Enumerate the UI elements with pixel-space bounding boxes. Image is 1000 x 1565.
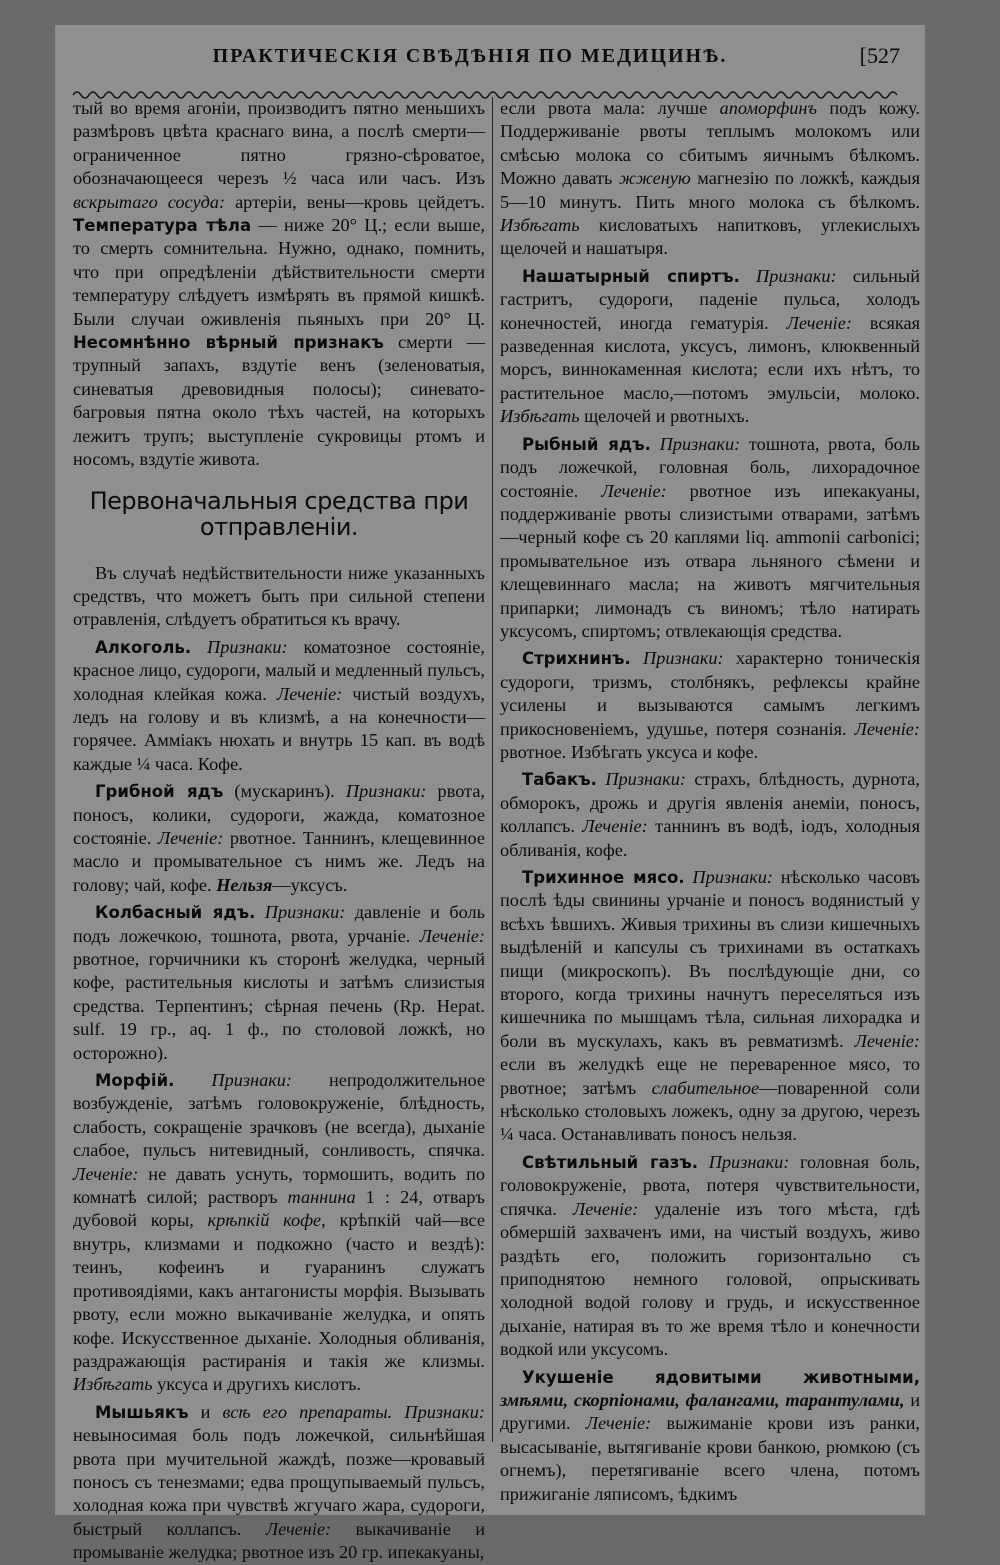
entry-trichinous-meat: Трихинное мясо. Признаки: нѣсколько часовъ послѣ ѣды свинины урчаніе и поносъ водянистый у всѣхъ ѣвшихъ. Живыя трихины въ слизи кишечныхъ выдѣленій и капсулы съ трихинами въ остаткахъ пищи (микроскопъ). Въ послѣдующіе дни, со второго, когда трихины начнутъ переселяться изъ кишечника по мышцамъ тѣла, сильная лихорадка и боли въ мускулахъ, какъ въ ревматизмѣ. Леченіе: если въ желудкѣ еще не переваренное мясо, то рвотное; затѣмъ слабительное—поваренной соли нѣсколько столовыхъ ложекъ, одну за другою, черезъ ¼ часа. Останавливать поносъ нельзя. (500, 867, 920, 1145)
right-column (500, 97, 921, 1504)
entry-fish-poison: Рыбный ядъ. Признаки: тошнота, рвота, боль подъ ложечкой, головная боль, лихорадочное состояніе. Леченіе: рвотное изъ ипекакуаны, поддерживаніе рвоты слизистыми отварами, затѣмъ—черный кофе съ 20 каплями liq. ammonii carbonici; промывательное изъ отвара льняного сѣмени и клещевиннаго масла; на животъ мягчительныя припарки; лимонадъ съ виномъ; тѣло натирать уксусомъ, спиртомъ; отвлекающія средства. (500, 433, 921, 641)
entry-venomous-bites: Укушеніе ядовитыми животными, змѣями, скорпіонами, фалангами, тарантулами, и другими. Леченіе: выжиманіе крови изъ ранки, высасываніе, вытягиваніе крови банкою, рюмкою (съ огнемъ), перетягиваніе всего члена, потомъ прижиганіе ляписомъ, ѣдкимъ (500, 1367, 920, 1504)
page-number: [527 (859, 43, 900, 68)
section-heading: Первоначальныя средства при отправленіи. (89, 486, 469, 541)
entry-sausage-poison: Колбасный ядъ. Признаки: давленіе и боль подъ ложечкою, тошнота, рвота, урчаніе. Леченіе: рвотное, горчичники къ сторонѣ желудка, черный кофе, растительныя кислоты и затѣмъ слизистыя средства. Терпентинъ; сѣрная печень (Rp. Hepat. sulf. 19 гр., aq. 1 ф., по столовой ложкѣ, но осторожно). (73, 902, 485, 1063)
entry-arsenic: Мышьякъ и всѣ его препараты. Признаки: невыносимая боль подъ ложечкой, сильнѣйшая рвота при мучительной жаждѣ, позже—кровавый поносъ съ тенезмами; едва прощупываемый пульсъ, холодная кожа при чувствѣ жгучаго жара, судороги, быстрый коллапсъ. Леченіе: выкачиваніе и промываніе желудка; рвотное изъ 20 гр. ипекакуаны, (73, 1401, 485, 1563)
paragraph: если рвота мала: лучше апоморфинъ подъ кожу. Поддерживаніе рвоты теплымъ молокомъ или смѣсью молока со сбитымъ яичнымъ бѣлкомъ. Можно давать жженую магнезію по ложкѣ, каждыя 5—10 минутъ. Пить много молока съ бѣлкомъ. Избѣгать кисловатыхъ напитковъ, углекислыхъ щелочей и нашатыря. (500, 98, 920, 259)
book-page (55, 25, 925, 1563)
running-header (55, 25, 925, 80)
entry-tobacco: Табакъ. Признаки: страхъ, блѣдность, дурнота, обморокъ, дрожь и другія явленія анеміи, поносъ, коллапсъ. Леченіе: таннинъ въ водѣ, іодъ, холодныя обливанія, кофе. (500, 769, 920, 860)
page-title: ПРАКТИЧЕСКІЯ СВѢДѢНІЯ ПО МЕДИЦИНѢ. (212, 45, 728, 67)
column-divider (492, 97, 493, 1442)
entry-strychnine: Стрихнинъ. Признаки: характерно тоническія судороги, тризмъ, столбнякъ, рефлексы крайне усилены и вызываются самымъ легкимъ прикосновеніемъ, удушье, потеря сознанія. Леченіе: рвотное. Избѣгать уксуса и кофе. (500, 648, 920, 762)
paragraph: тый во время агоніи, производитъ пятно меньшихъ размѣровъ цвѣта краснаго вина, а послѣ смерти—ограниченное пятно грязно-сѣроватое, обозначающееся черезъ ½ часа или часъ. Изъ вскрытаго сосуда: артеріи, вены—кровь цейдетъ. Температура тѣла — ниже 20° Ц.; если выше, то смерть сомнительна. Нужно, однако, помнить, что при опредѣленіи дѣйствительности смерти температуру слѣдуетъ измѣрять въ прямой кишкѣ. Были случаи оживленія пьяныхъ при 20° Ц. Несомнѣнно вѣрный признакъ смерти — трупный запахъ, вздутіе венъ (зеленоватыя, синеватыя древовидныя полосы); синевато-багровыя пятна около тѣхъ частей, на которыхъ лежитъ трупъ; выступленіе сукровицы ртомъ и носомъ, вздутіе живота. (73, 98, 486, 470)
entry-ammonia: Нашатырный спиртъ. Признаки: сильный гастритъ, судороги, паденіе пульса, холодъ конечностей, иногда гематурія. Леченіе: всякая разведенная кислота, уксусъ, лимонъ, клюквенный морсъ, виннокаменная кислота; если ихъ нѣтъ, то растительное масло,—потомъ эмульсіи, молоко. Избѣгать щелочей и рвотныхъ. (500, 265, 920, 427)
entry-alcohol: Алкоголь. Признаки: коматозное состояніе, красное лицо, судороги, малый и медленный пульсъ, холодная клейкая кожа. Леченіе: чистый воздухъ, ледъ на голову и въ клизмѣ, а на конечности—горячее. Амміакъ нюхать и внутрь 15 кап. въ водѣ каждые ¼ часа. Кофе. (73, 636, 485, 774)
left-column (73, 97, 486, 1563)
entry-lighting-gas: Свѣтильный газъ. Признаки: головная боль, головокруженіе, рвота, потеря чувствительности, спячка. Леченіе: удаленіе изъ того мѣста, гдѣ обмершій захваченъ ими, на чистый воздухъ, живо раздѣть его, положить горизонтально съ приподнятою немного головой, опрыскивать холодной водой голову и грудь, и искусственное дыханіе, натирая въ то же время тѣло и конечности водкой или уксусомъ. (500, 1151, 920, 1360)
intro-paragraph: Въ случаѣ недѣйствительности ниже указанныхъ средствъ, что можетъ быть при сильной степени отравленія, слѣдуетъ обратиться къ врачу. (73, 562, 485, 630)
entry-mushroom-poison: Грибной ядъ (мускаринъ). Признаки: рвота, поносъ, колики, судороги, жажда, коматозное состояніе. Леченіе: рвотное. Таннинъ, клещевинное масло и промывательное съ нимъ же. Ледъ на голову; чай, кофе. Нельзя—уксусъ. (73, 781, 485, 895)
entry-morphine: Морфій. Признаки: непродолжительное возбужденіе, затѣмъ головокруженіе, блѣдность, слабость, сокращеніе зрачковъ (не всегда), дыханіе слабое, пульсъ нитевидный, сонливость, спячка. Леченіе: не давать уснуть, тормошить, водить по комнатѣ силой; растворъ таннина 1 : 24, отваръ дубовой коры, крѣпкій кофе, крѣпкій чай—все внутрь, клизмами и подкожно (часто и вездѣ): теинъ, кофеинъ и гуаранинъ служатъ противоядіями, какъ антагонисты морфія. Вызывать рвоту, если можно выкачиваніе желудка, и опять кофе. Искусственное дыханіе. Холодныя обливанія, раздражающія растиранія и такія же клизмы. Избѣгать уксуса и другихъ кислотъ. (73, 1070, 485, 1395)
